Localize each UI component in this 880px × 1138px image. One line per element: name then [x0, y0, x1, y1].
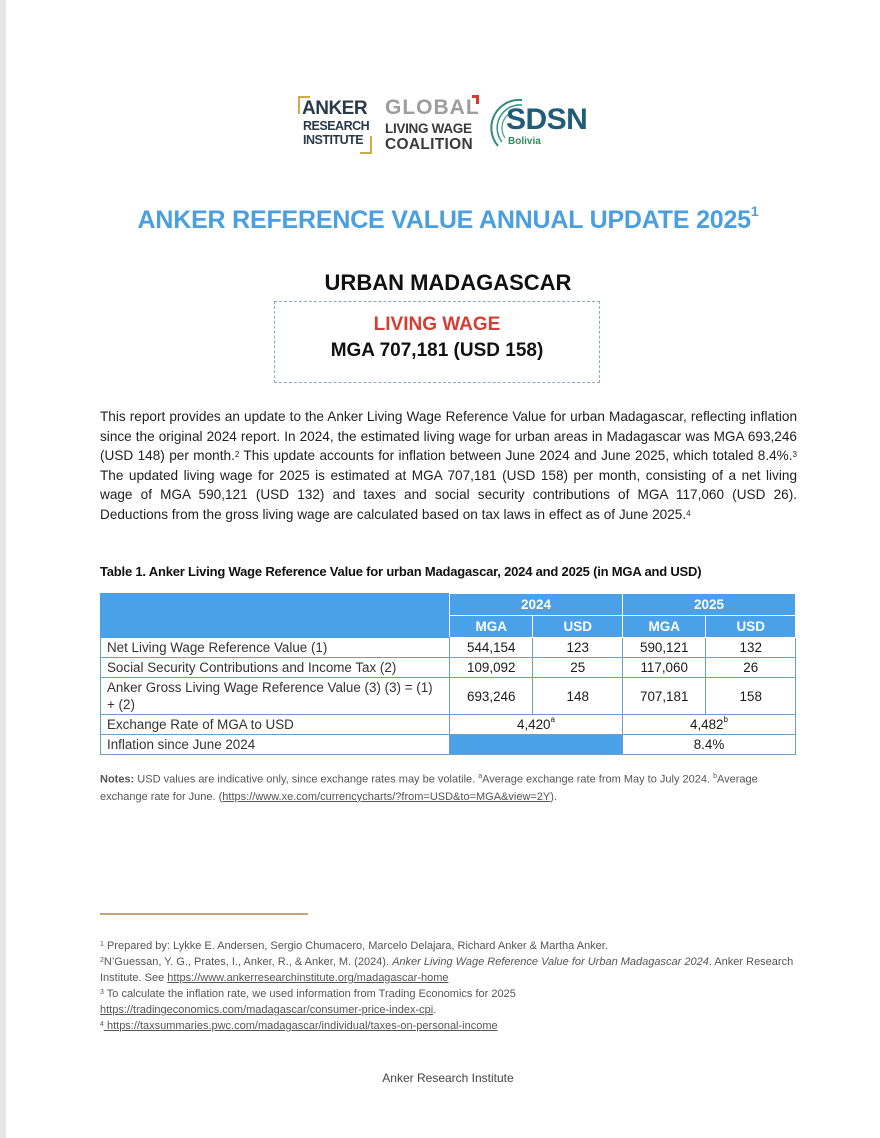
cell-value	[622, 715, 795, 735]
logo-text: RESEARCH	[303, 119, 370, 133]
row-label: Net Living Wage Reference Value (1)	[101, 638, 450, 658]
notes-text: Average exchange rate from May to July 2024.	[482, 773, 714, 786]
note-ref: a	[550, 715, 555, 724]
cell-value: 707,181	[622, 678, 705, 715]
table-row	[101, 658, 796, 678]
anker-madagascar-link[interactable]: https://www.ankerresearchinstitute.org/madagascar-home	[167, 972, 449, 984]
cell-value: 158	[706, 678, 796, 715]
logo-text: LIVING WAGE	[385, 121, 472, 136]
cell-value: 25	[533, 658, 623, 678]
cell-value: 26	[706, 658, 796, 678]
footnote-text: . Anker Research Institute. See	[100, 956, 794, 984]
footnote-number: 1	[100, 941, 104, 948]
xe-currency-link[interactable]: https://www.xe.com/currencycharts/?from=USD&to=MGA&view=2Y	[222, 790, 551, 803]
footnote-3	[100, 986, 800, 1018]
cell-value: 109,092	[450, 658, 533, 678]
cell-value: 123	[533, 638, 623, 658]
note-ref: b	[723, 715, 728, 724]
table-notes	[100, 768, 800, 806]
footnote-number: 2	[100, 957, 104, 964]
row-label: Anker Gross Living Wage Reference Value (3) (3) = (1) + (2)	[101, 678, 450, 715]
footnote-text: .	[433, 1004, 437, 1016]
cell-value	[450, 715, 623, 735]
living-wage-value: MGA 707,181 (USD 158)	[330, 340, 544, 361]
living-wage-table	[100, 593, 796, 755]
cell-value: 132	[706, 638, 796, 658]
intro-text: The updated living wage for 2025 is estimated at MGA 707,181 (USD 158) per month, consisting of a net living wage of MGA 590,121 (USD 132) and taxes and social security contributions of MGA 117,060 (USD 26). Deductions from the gross living wage are calculated based on tax laws in effect as of June 2025.	[100, 467, 797, 522]
trading-economics-link[interactable]: https://tradingeconomics.com/madagascar/consumer-price-index-cpi	[100, 1004, 434, 1016]
logo-corner-icon	[472, 95, 479, 104]
living-wage-highlight-box	[274, 301, 600, 383]
cell-value: 8.4%	[622, 735, 795, 755]
table-number: Table 1.	[100, 564, 146, 579]
table-row-exchange-rate	[101, 715, 796, 735]
cell-value: 117,060	[622, 658, 705, 678]
page-title	[0, 203, 880, 235]
logo-text: INSTITUTE	[303, 133, 364, 147]
footnote-ref: 3	[792, 450, 797, 460]
notes-text: Average exchange rate for June. (	[100, 773, 758, 803]
note-ref: a	[478, 773, 483, 780]
anker-research-institute-logo	[298, 96, 372, 154]
table-caption	[100, 564, 800, 579]
note-ref: b	[713, 773, 718, 780]
logo-text: SDSN	[506, 103, 588, 136]
exchange-rate-2025: 4,482	[690, 717, 724, 732]
logo-text: ANKER	[302, 98, 368, 119]
global-living-wage-coalition-logo	[384, 96, 480, 154]
footnote-text: To calculate the inflation rate, we used information from Trading Economics for 2025	[103, 988, 516, 1000]
title-text: ANKER REFERENCE VALUE ANNUAL UPDATE 2025	[137, 206, 751, 234]
logo-text: GLOBAL	[385, 96, 480, 119]
table-row-inflation	[101, 735, 796, 755]
footnotes	[100, 938, 800, 1034]
footnote-text: N’Guessan, Y. G., Prates, I., Anker, R., & Anker, M. (2024).	[103, 956, 393, 968]
table-header-blank	[101, 594, 450, 638]
footnote-1	[100, 938, 800, 954]
footnote-2	[100, 954, 800, 986]
logo-text: COALITION	[385, 136, 473, 153]
sdsn-bolivia-logo	[488, 94, 588, 156]
cell-value: 693,246	[450, 678, 533, 715]
table-row	[101, 638, 796, 658]
table-header-row	[101, 594, 796, 616]
currency-header: MGA	[622, 616, 705, 638]
notes-label: Notes:	[100, 773, 135, 786]
footnote-ref: 2	[234, 450, 240, 460]
intro-text: This update accounts for inflation between June 2024 and June 2025, which totaled 8.4%.	[239, 448, 793, 464]
year-header-2024: 2024	[450, 594, 623, 616]
empty-filled-cell	[450, 735, 623, 755]
notes-text: USD values are indicative only, since exchange rates may be volatile.	[134, 773, 479, 786]
living-wage-label: LIVING WAGE	[373, 314, 501, 335]
footnote-number: 4	[100, 1021, 104, 1028]
cell-value: 590,121	[622, 638, 705, 658]
exchange-rate-2024: 4,420	[517, 717, 551, 732]
table-caption-text: Anker Living Wage Reference Value for urban Madagascar, 2024 and 2025 (in MGA and USD)	[145, 564, 702, 579]
page-footer: Anker Research Institute	[382, 1071, 514, 1085]
footnote-title: Anker Living Wage Reference Value for Urban Madagascar 2024	[392, 956, 709, 968]
footnote-4	[100, 1018, 800, 1034]
cell-value: 148	[533, 678, 623, 715]
footnote-divider	[100, 913, 308, 915]
row-label: Exchange Rate of MGA to USD	[101, 715, 450, 735]
footnote-ref: 1	[750, 203, 759, 219]
footnote-text: Prepared by: Lykke E. Andersen, Sergio Chumacero, Marcelo Delajara, Richard Anker & Martha Anker.	[103, 940, 608, 952]
year-header-2025: 2025	[622, 594, 795, 616]
currency-header: MGA	[450, 616, 533, 638]
footnote-ref: 4	[686, 508, 691, 518]
intro-text: This report provides an update to the Anker Living Wage Reference Value for urban Madagascar, reflecting inflation since the original 2024 report. In 2024, the estimated living wage for urban areas in Madagascar was MGA 693,246 (USD 148) per month.	[100, 409, 797, 464]
page-subtitle: URBAN MADAGASCAR	[324, 270, 572, 295]
notes-text: ).	[550, 790, 558, 803]
table-row	[101, 678, 796, 715]
row-label: Social Security Contributions and Income Tax (2)	[101, 658, 450, 678]
row-label: Inflation since June 2024	[101, 735, 450, 755]
partner-logos	[298, 94, 598, 156]
pwc-tax-summaries-link[interactable]: https://taxsummaries.pwc.com/madagascar/individual/taxes-on-personal-income	[103, 1020, 498, 1032]
cell-value: 544,154	[450, 638, 533, 658]
footnote-number: 3	[100, 989, 104, 996]
currency-header: USD	[706, 616, 796, 638]
intro-paragraph	[100, 407, 797, 525]
currency-header: USD	[533, 616, 623, 638]
logo-text: Bolivia	[508, 136, 541, 147]
